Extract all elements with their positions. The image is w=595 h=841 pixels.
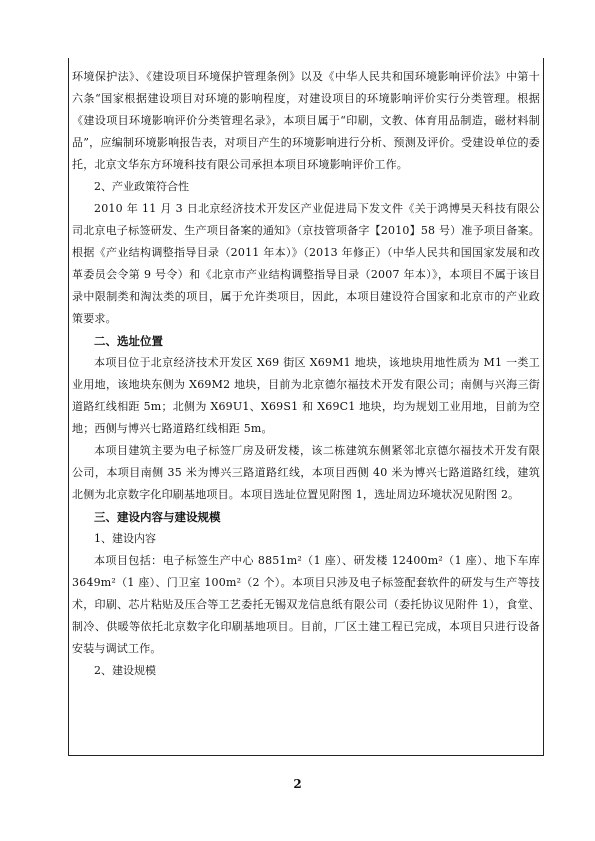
- paragraph-construction-content: 本项目包括：电子标签生产中心 8851m²（1 座）、研发楼 12400m²（1 座）、地下车库 3649m²（1 座）、门卫室 100m²（2 个）。本项目只涉及电子标签配套软件的研发与生产等技术，印刷、芯片粘贴及压合等工艺委托无锡双龙信息纸有限公司（委托协议见附件 1），食堂、制冷、供暖等依托北京数字化印刷基地项目。目前，厂区土建工程已完成，本项目只进行设备安装与调试工作。: [72, 554, 540, 655]
- subheading-construction-scale: 2、建设规模: [94, 664, 156, 677]
- subheading-industrial-policy: 2、产业政策符合性: [94, 180, 189, 193]
- paragraph-site-location: 本项目位于北京经济技术开发区 X69 街区 X69M1 地块，该地块用地性质为 M1 一类工业用地，该地块东侧为 X69M2 地块，目前为北京德尔福技术开发有限公司；南侧与兴海三街道路红线相距 5m；北侧为 X69U1、X69S1 和 X69C1 地块，均为规划工业用地，目前为空地；西侧与博兴七路道路红线相距 5m。: [72, 356, 540, 435]
- section-heading-site-location: 二、选址位置: [94, 334, 163, 348]
- subheading-construction-content: 1、建设内容: [94, 532, 156, 545]
- paragraph-site-surroundings: 本项目建筑主要为电子标签厂房及研发楼，该二栋建筑东侧紧邻北京德尔福技术开发有限公司，本项目南侧 35 米为博兴三路道路红线，本项目西侧 40 米为博兴七路道路红线，建筑北侧为北京数字化印刷基地项目。本项目选址位置见附图 1，选址周边环境状况见附图 2。: [72, 444, 540, 501]
- paragraph-industrial-policy: 2010 年 11 月 3 日北京经济技术开发区产业促进局下发文件《关于鸿博昊天科技有限公司北京电子标签研发、生产项目备案的通知》（京技管项备字【2010】58 号）准予项目备案。根据《产业结构调整指导目录（2011 年本）》（2013 年修正）（中华人民共和国国家发展和改革委员会令第 9 号令）和《北京市产业结构调整指导目录（2007 年本）》，本项目不属于该目录中限制类和淘汰类的项目，属于允许类项目，因此，本项目建设符合国家和北京市的产业政策要求。: [72, 202, 540, 325]
- page-number: 2: [293, 777, 302, 791]
- section-heading-construction: 三、建设内容与建设规模: [94, 510, 221, 524]
- paragraph-legal-basis: 环境保护法》、《建设项目环境保护管理条例》以及《中华人民共和国环境影响评价法》中第十六条“国家根据建设项目对环境的影响程度，对建设项目的环境影响评价实行分类管理。根据《建设项目环境影响评价分类管理名录》，本项目属于“印刷，文教、体育用品制造，磁材料制品”，应编制环境影响报告表，对项目产生的环境影响进行分析、预测及评价。受建设单位的委托，北京文华东方环境科技有限公司承担本项目环境影响评价工作。: [72, 70, 540, 171]
- document-body: [72, 66, 540, 682]
